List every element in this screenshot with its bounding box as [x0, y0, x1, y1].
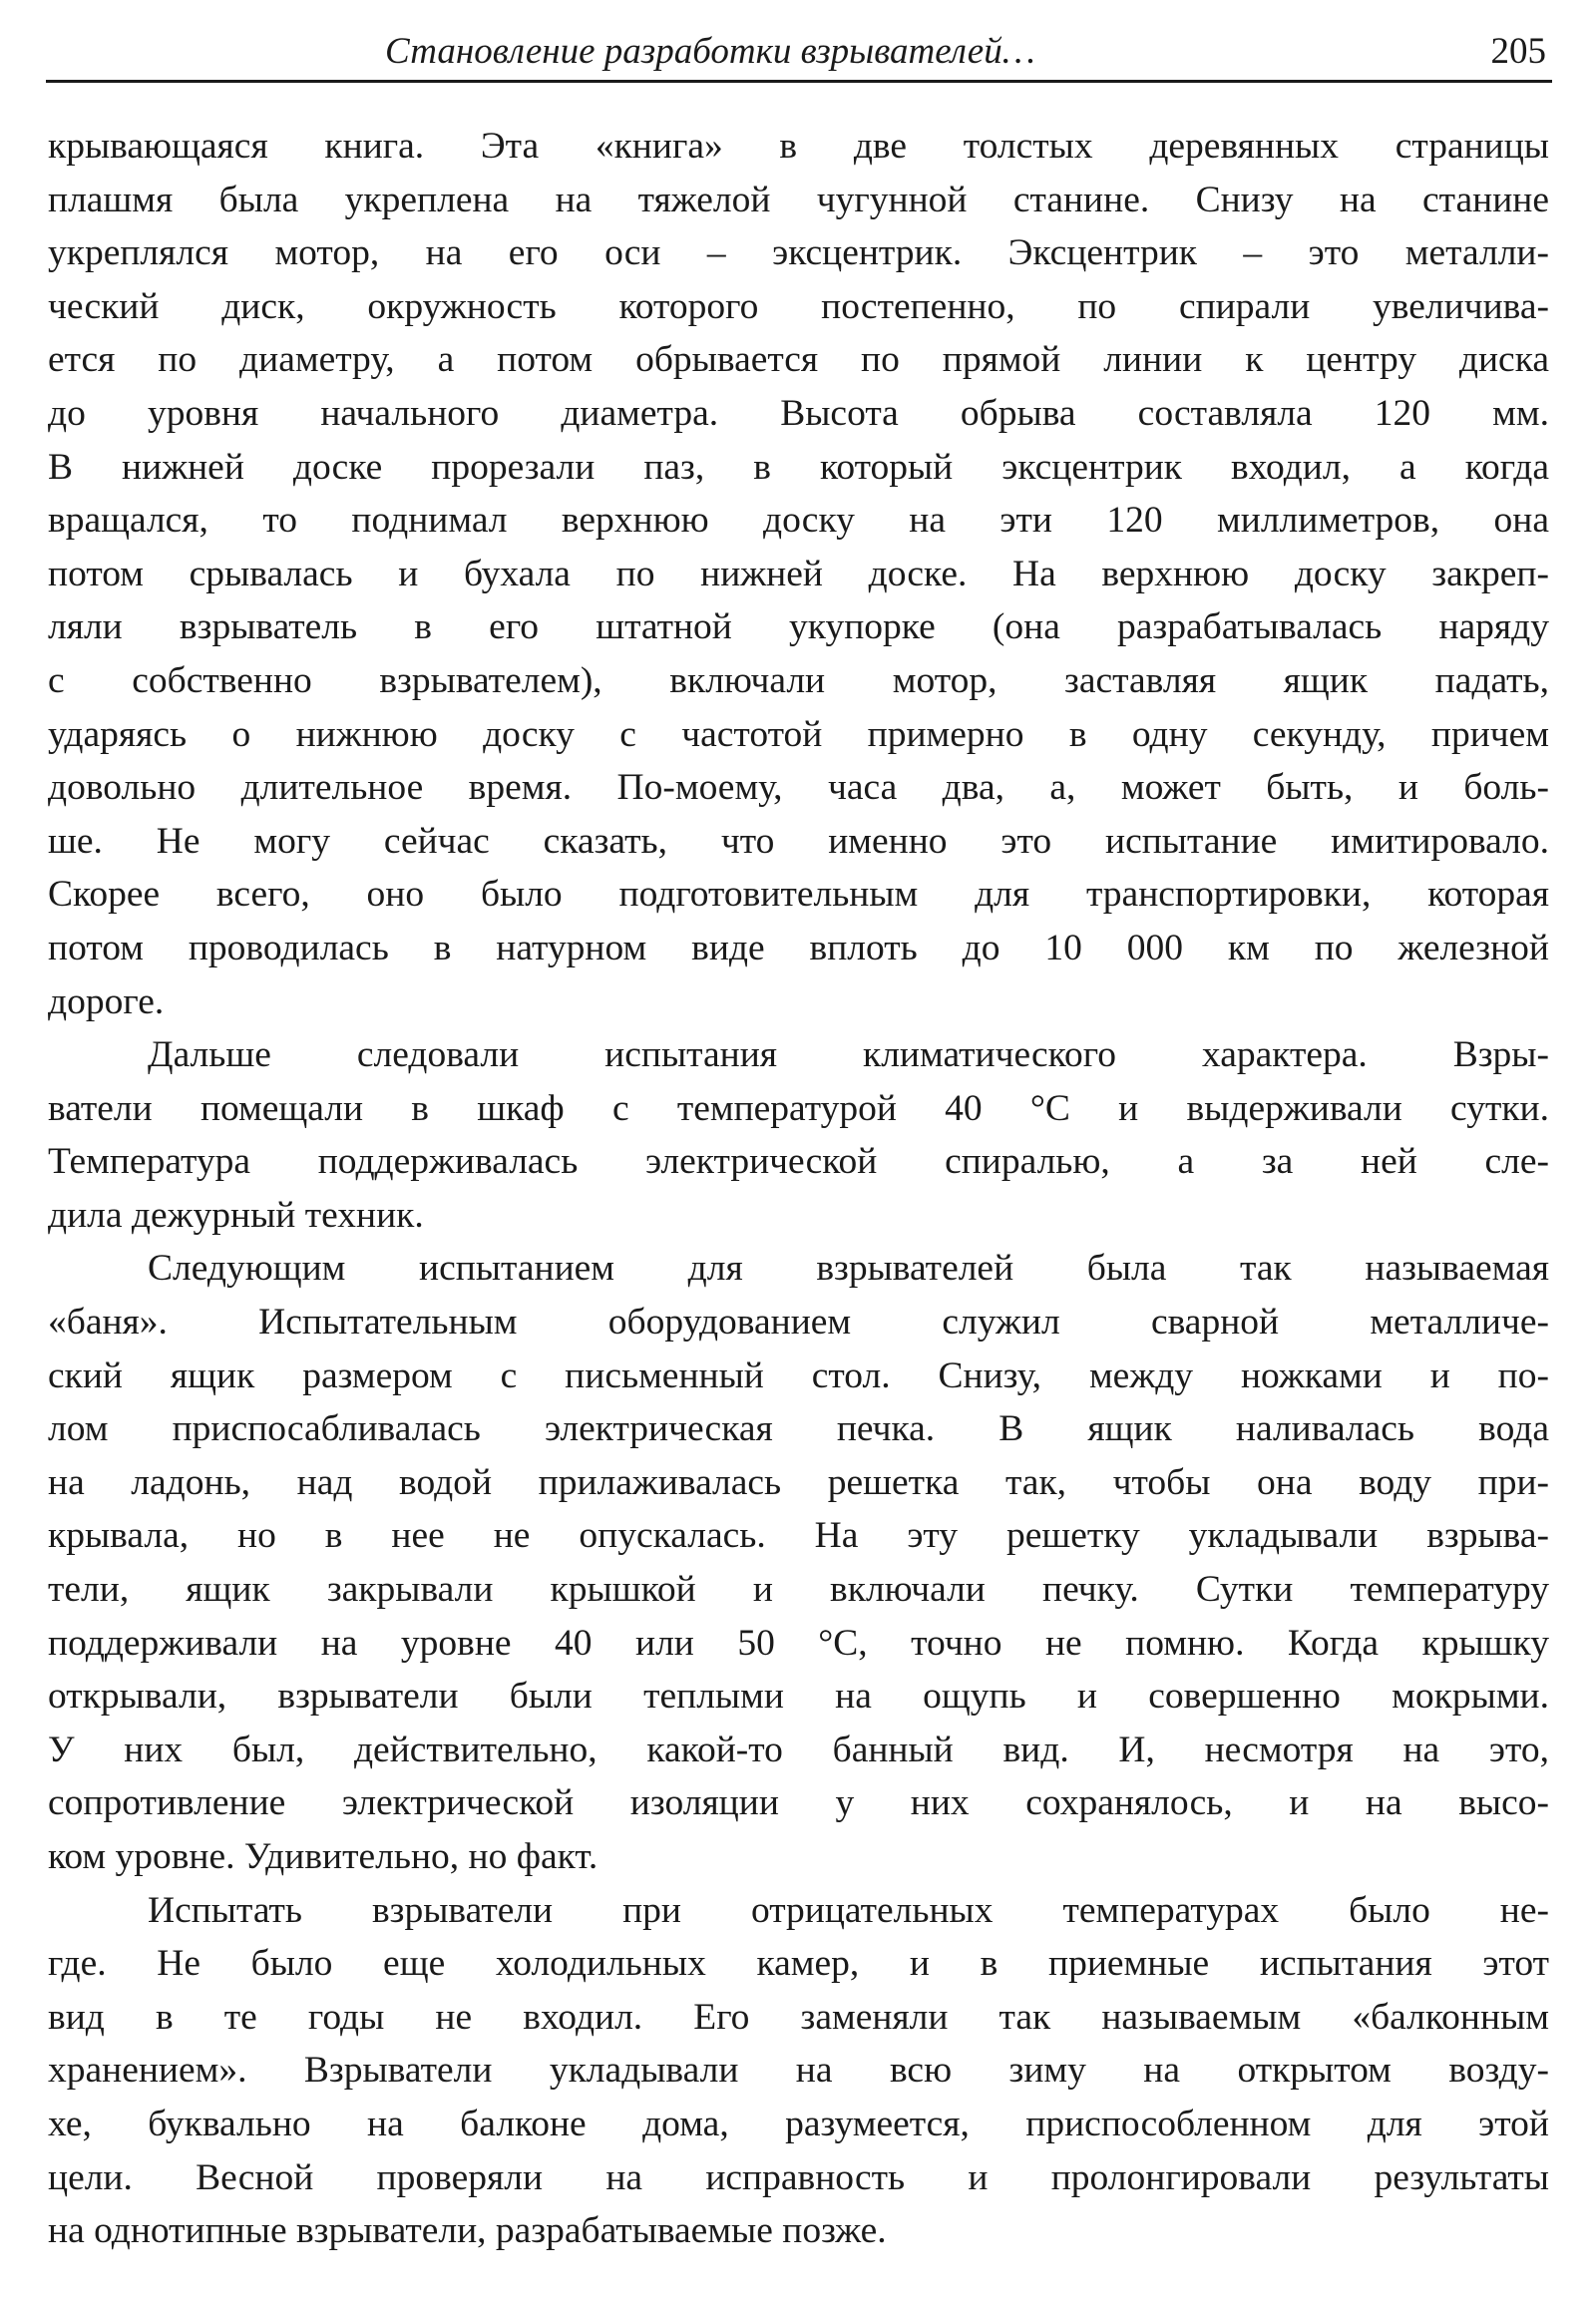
text-line: укреплялся мотор, на его оси – эксцентрик. Эксцентрик – это металли- [48, 232, 1549, 274]
text-line: потом проводилась в натурном виде вплоть до 10 000 км по железной [48, 927, 1549, 968]
running-head [46, 24, 1552, 83]
text-line: ше. Не могу сейчас сказать, что именно это испытание имитировало. [48, 820, 1549, 862]
text-line: плашмя была укреплена на тяжелой чугунной станине. Снизу на станине [48, 179, 1549, 220]
text-line: ческий диск, окружность которого постепенно, по спирали увеличива- [48, 285, 1549, 327]
page-number: 205 [1490, 31, 1546, 72]
text-line: лом приспосабливалась электрическая печка. В ящик наливалась вода [48, 1408, 1549, 1450]
text-line: на ладонь, над водой прилаживалась решетка так, чтобы она воду при- [48, 1461, 1549, 1503]
text-line: ский ящик размером с письменный стол. Снизу, между ножками и по- [48, 1354, 1549, 1396]
text-line: поддерживали на уровне 40 или 50 °С, точно не помню. Когда крышку [48, 1622, 1549, 1664]
text-line: «баня». Испытательным оборудованием служил сварной металличе- [48, 1302, 1549, 1344]
text-line: У них был, действительно, какой-то банный вид. И, несмотря на это, [48, 1729, 1549, 1770]
text-line: ватели помещали в шкаф с температурой 40 °С и выдерживали сутки. [48, 1087, 1549, 1129]
text-line: ется по диаметру, а потом обрывается по прямой линии к центру диска [48, 339, 1549, 381]
text-line: ком уровне. Удивительно, но факт. [48, 1836, 598, 1877]
text-line: Испытать взрыватели при отрицательных температурах было не- [148, 1889, 1549, 1931]
text-line: вращался, то поднимал верхнюю доску на эти 120 миллиметров, она [48, 500, 1549, 542]
running-title: Становление разработки взрывателей… [385, 31, 1035, 72]
text-line: крывала, но в нее не опускалась. На эту решетку укладывали взрыва- [48, 1515, 1549, 1557]
text-line: сопротивление электрической изоляции у них сохранялось, и на высо- [48, 1782, 1549, 1824]
text-line: ляли взрыватель в его штатной укупорке (она разрабатывалась наряду [48, 606, 1549, 648]
text-line: с собственно взрывателем), включали мотор, заставляя ящик падать, [48, 659, 1549, 701]
text-line: В нижней доске прорезали паз, в который эксцентрик входил, а когда [48, 446, 1549, 488]
text-line: хе, буквально на балконе дома, разумеется, приспособленном для этой [48, 2103, 1549, 2144]
text-line: Следующим испытанием для взрывателей была так называемая [148, 1248, 1549, 1290]
paragraph [48, 120, 1549, 1028]
text-line: довольно длительное время. По-моему, часа два, а, может быть, и боль- [48, 767, 1549, 809]
text-line: Скорее всего, оно было подготовительным для транспортировки, которая [48, 874, 1549, 916]
text-line: вид в те годы не входил. Его заменяли так называемым «балконным [48, 1996, 1549, 2038]
text-line: крывающаяся книга. Эта «книга» в две толстых деревянных страницы [48, 126, 1549, 167]
paragraph [48, 1242, 1549, 1883]
text-line: до уровня начального диаметра. Высота обрыва составляла 120 мм. [48, 392, 1549, 434]
text-line: Температура поддерживалась электрической спиралью, а за ней сле- [48, 1141, 1549, 1183]
paragraph [48, 1884, 1549, 2258]
text-line: дила дежурный техник. [48, 1194, 424, 1236]
paragraph [48, 1028, 1549, 1242]
text-line: потом срывалась и бухала по нижней доске. На верхнюю доску закреп- [48, 553, 1549, 594]
text-line: тели, ящик закрывали крышкой и включали печку. Сутки температуру [48, 1569, 1549, 1611]
body-text [48, 120, 1549, 2258]
text-line: где. Не было еще холодильных камер, и в приемные испытания этот [48, 1943, 1549, 1985]
text-line: открывали, взрыватели были теплыми на ощупь и совершенно мокрыми. [48, 1676, 1549, 1718]
text-line: ударяясь о нижнюю доску с частотой примерно в одну секунду, причем [48, 713, 1549, 755]
text-line: цели. Весной проверяли на исправность и пролонгировали результаты [48, 2156, 1549, 2198]
text-line: Дальше следовали испытания климатического характера. Взры- [148, 1034, 1549, 1076]
text-line: хранением». Взрыватели укладывали на всю зиму на открытом возду- [48, 2050, 1549, 2092]
text-line: на однотипные взрыватели, разрабатываемые позже. [48, 2210, 887, 2252]
text-line: дороге. [48, 980, 165, 1022]
